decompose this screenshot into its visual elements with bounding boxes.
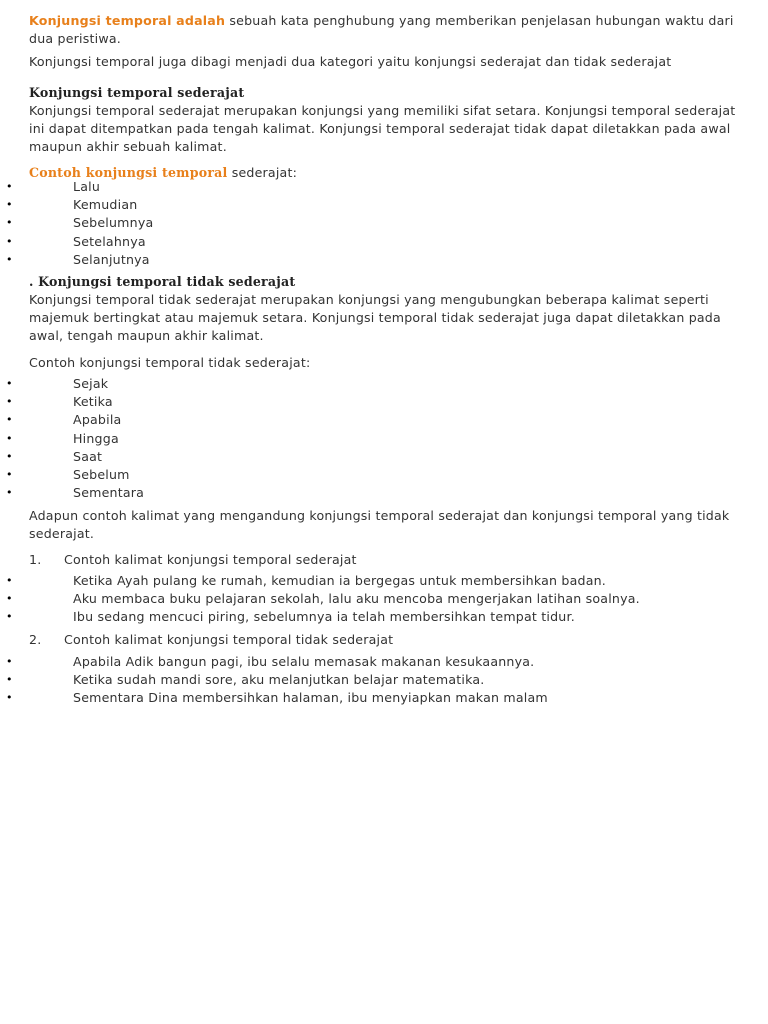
intro2-paragraph: Konjungsi temporal juga dibagi menjadi dua kategori yaitu konjungsi sederajat dan tidak sederajat (29, 54, 672, 69)
bullet-icon: • (6, 180, 13, 193)
intro-text: sebuah kata penghubung yang memberikan penjelasan hubungan waktu dari dua peristiwa. (29, 13, 734, 46)
bullet-icon: • (6, 234, 13, 248)
section2-heading: . Konjungsi temporal tidak sederajat (29, 274, 296, 289)
section1-examples-rest: sederajat: (227, 165, 298, 180)
section1-body: Konjungsi temporal sederajat merupakan konjungsi yang memiliki sifat setara. Konjungsi temporal sederajat ini dapat ditempatkan pada tengah kalimat. Konjungsi temporal sederajat tidak dapat diletakkan pada awal maupun akhir sebuah kalimat. (29, 103, 736, 154)
document-page: Konjungsi temporal adalah sebuah kata penghubung yang memberikan penjelasan hubungan waktu dari dua peristiwa. Konjungsi temporal juga dibagi menjadi dua kategori yaitu konjungsi sederajat dan tidak sederajat Konjungsi temporal sederajat Konjungsi temporal sederajat merupakan konjungsi yang memiliki sifat setara. Konjungsi temporal sederajat ini dapat ditempatkan pada tengah kalimat. Konjungsi temporal sederajat tidak dapat diletakkan pada awal maupun akhir sebuah kalimat. Contoh konjungsi temporal sederajat: • Lalu • Kemudian • Sebelumnya • Setelahnya • Selanjutnya . Konjungsi temporal tidak sederajat Konjungsi temporal tidak sederajat merupakan konjungsi yang mengubungkan beberapa kalimat seperti majemuk bertingkat atau majemuk setara. Konjungsi temporal tidak sederajat juga dapat diletakkan pada awal, tengah maupun akhir kalimat. Contoh konjungsi temporal tidak sederajat: • Sejak • Ketika • Apabila • Hingga • Saat • Sebelum • Sementara Adapun contoh kalimat yang mengandung konjungsi temporal sederajat dan konjungsi temporal yang tidak sederajat. 1. Contoh kalimat konjungsi temporal sederajat • Ketika Ayah pulang ke rumah, kemudian ia bergegas untuk membersihkan badan. • Aku membaca buku pelajaran sekolah, lalu aku mencoba mengerjakan latihan soalnya. • Ibu sedang mencuci piring, sebelumnya ia telah membersihkan tempat tidur. 2. Contoh kalimat konjungsi temporal tidak sederajat • Apabila Adik bangun pagi, ibu selalu memasak makanan kesukaannya. • Ketika sudah mandi sore, aku melanjutkan belajar matematika. • Sementara Dina membersihkan halaman, ibu menyiapkan makan malam (0, 0, 768, 1024)
bullet-icon: • (6, 655, 13, 668)
bullet-icon: • (6, 395, 13, 409)
bullet-icon: • (6, 574, 13, 587)
bullet-icon: • (6, 449, 13, 463)
bullet-icon: • (6, 673, 13, 687)
bullet-icon: • (6, 413, 13, 427)
section2-body: Konjungsi temporal tidak sederajat merupakan konjungsi yang mengubungkan beberapa kalimat seperti majemuk bertingkat atau majemuk setara. Konjungsi temporal tidak sederajat juga dapat diletakkan pada awal, tengah maupun akhir kalimat. (29, 292, 721, 343)
group2-number: 2. (29, 632, 42, 647)
section1-examples-highlight: Contoh konjungsi temporal (29, 165, 228, 180)
group2-heading (0, 631, 768, 649)
section2-examples-label: Contoh konjungsi temporal tidak sederajat: (29, 355, 311, 370)
group1-heading (0, 551, 768, 569)
group2-title: Contoh kalimat konjungsi temporal tidak sederajat (64, 632, 394, 647)
bullet-icon: • (6, 610, 13, 624)
bullet-icon: • (6, 198, 13, 212)
bullet-icon: • (6, 252, 13, 266)
bullet-icon: • (6, 216, 13, 230)
intro-paragraph (29, 12, 748, 48)
bullet-icon: • (6, 467, 13, 481)
bullet-icon: • (6, 431, 13, 445)
bullet-icon: • (6, 691, 13, 705)
section1-examples-label (29, 164, 748, 182)
section3-intro: Adapun contoh kalimat yang mengandung konjungsi temporal sederajat dan konjungsi temporal yang tidak sederajat. (29, 508, 730, 541)
intro-highlight: Konjungsi temporal adalah (29, 13, 226, 28)
bullet-icon: • (6, 486, 13, 500)
group1-number: 1. (29, 552, 42, 567)
bullet-icon: • (6, 377, 13, 390)
section1-heading: Konjungsi temporal sederajat (29, 85, 245, 100)
group1-title: Contoh kalimat konjungsi temporal sederajat (64, 552, 357, 567)
bullet-icon: • (6, 592, 13, 606)
